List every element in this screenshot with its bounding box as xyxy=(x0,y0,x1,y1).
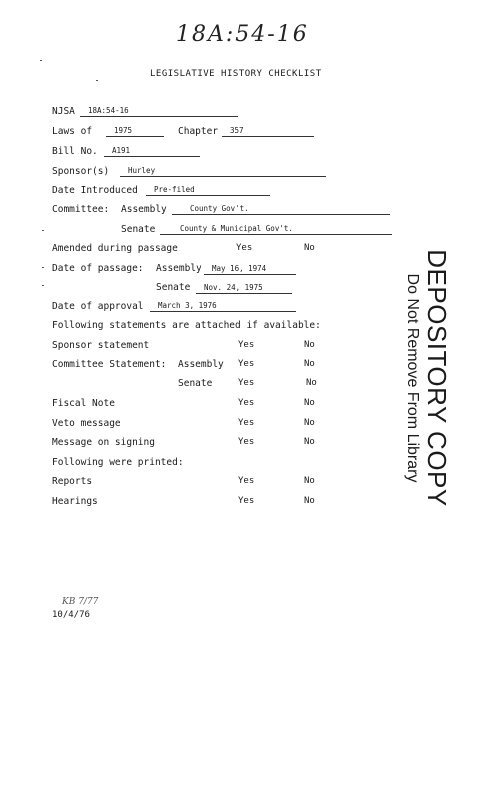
statement-row-label: Committee Statement: xyxy=(52,359,167,370)
statement-row-no: No xyxy=(304,437,315,447)
scan-speck xyxy=(42,230,44,231)
statement-row-label: Sponsor statement xyxy=(52,340,150,351)
footer-date: 10/4/76 xyxy=(52,610,90,620)
sponsor-label: Sponsor(s) xyxy=(52,166,110,177)
statement-row-no: No xyxy=(306,378,317,388)
chapter-value: 357 xyxy=(222,126,314,137)
statement-row-label: Veto message xyxy=(52,418,121,429)
printed-row-label: Hearings xyxy=(52,496,98,507)
approval-label: Date of approval xyxy=(52,301,144,312)
amended-no: No xyxy=(304,243,315,253)
scan-speck xyxy=(40,60,42,61)
scan-speck xyxy=(96,80,98,81)
statement-row-yes: Yes xyxy=(238,359,255,369)
printed-row-yes: Yes xyxy=(238,496,255,506)
sponsor-value: Hurley xyxy=(120,166,326,177)
committee-assembly-label: Assembly xyxy=(121,204,167,215)
passage-assembly-value: May 16, 1974 xyxy=(204,264,296,275)
statement-row-yes: Yes xyxy=(238,398,255,408)
committee-label: Committee: xyxy=(52,204,110,215)
stamp-line1: DEPOSITORY COPY xyxy=(422,249,452,507)
statement-row-label: Fiscal Note xyxy=(52,398,115,409)
approval-value: March 3, 1976 xyxy=(150,301,296,312)
date-introduced-label: Date Introduced xyxy=(52,185,138,196)
depository-stamp xyxy=(392,249,462,507)
statement-row-no: No xyxy=(304,359,315,369)
scan-speck xyxy=(42,285,44,286)
printed-row-label: Reports xyxy=(52,476,93,487)
page-title: LEGISLATIVE HISTORY CHECKLIST xyxy=(150,69,322,79)
stamp-line2: Do Not Remove From Library xyxy=(404,273,421,483)
printed-heading: Following were printed: xyxy=(52,457,184,468)
statement-row-yes: Yes xyxy=(238,418,255,428)
njsa-value: 18A:54-16 xyxy=(80,106,238,117)
statement-row-label: Message on signing xyxy=(52,437,155,448)
passage-senate-label: Senate xyxy=(156,282,191,293)
amended-label: Amended during passage xyxy=(52,243,178,254)
statement-row-no: No xyxy=(304,340,315,350)
statement-row-no: No xyxy=(304,398,315,408)
committee-senate-label: Senate xyxy=(121,224,156,235)
bill-label: Bill No. xyxy=(52,146,98,157)
senate-committee-value: County & Municipal Gov't. xyxy=(160,224,392,235)
date-introduced-value: Pre-filed xyxy=(146,185,270,196)
handwritten-doc-number: 18A:54-16 xyxy=(176,22,309,47)
statement-row-yes: Yes xyxy=(238,378,255,388)
handwritten-initials: KB 7/77 xyxy=(62,597,99,607)
bill-value: A191 xyxy=(104,146,200,157)
scan-speck xyxy=(42,267,44,268)
passage-assembly-label: Assembly xyxy=(156,263,202,274)
statement-row-sub: Assembly xyxy=(178,359,224,370)
chapter-label: Chapter xyxy=(178,126,219,137)
printed-row-no: No xyxy=(304,476,315,486)
laws-label: Laws of xyxy=(52,126,93,137)
statement-row-sub: Senate xyxy=(178,378,213,389)
statement-row-yes: Yes xyxy=(238,437,255,447)
statement-row-yes: Yes xyxy=(238,340,255,350)
printed-row-no: No xyxy=(304,496,315,506)
printed-row-yes: Yes xyxy=(238,476,255,486)
statements-heading: Following statements are attached if available: xyxy=(52,320,321,331)
assembly-committee-value: County Gov't. xyxy=(172,204,390,215)
amended-yes: Yes xyxy=(236,243,253,253)
passage-senate-value: Nov. 24, 1975 xyxy=(196,283,292,294)
date-passage-label: Date of passage: xyxy=(52,263,144,274)
laws-value: 1975 xyxy=(106,126,164,137)
njsa-label: NJSA xyxy=(52,106,75,117)
statement-row-no: No xyxy=(304,418,315,428)
